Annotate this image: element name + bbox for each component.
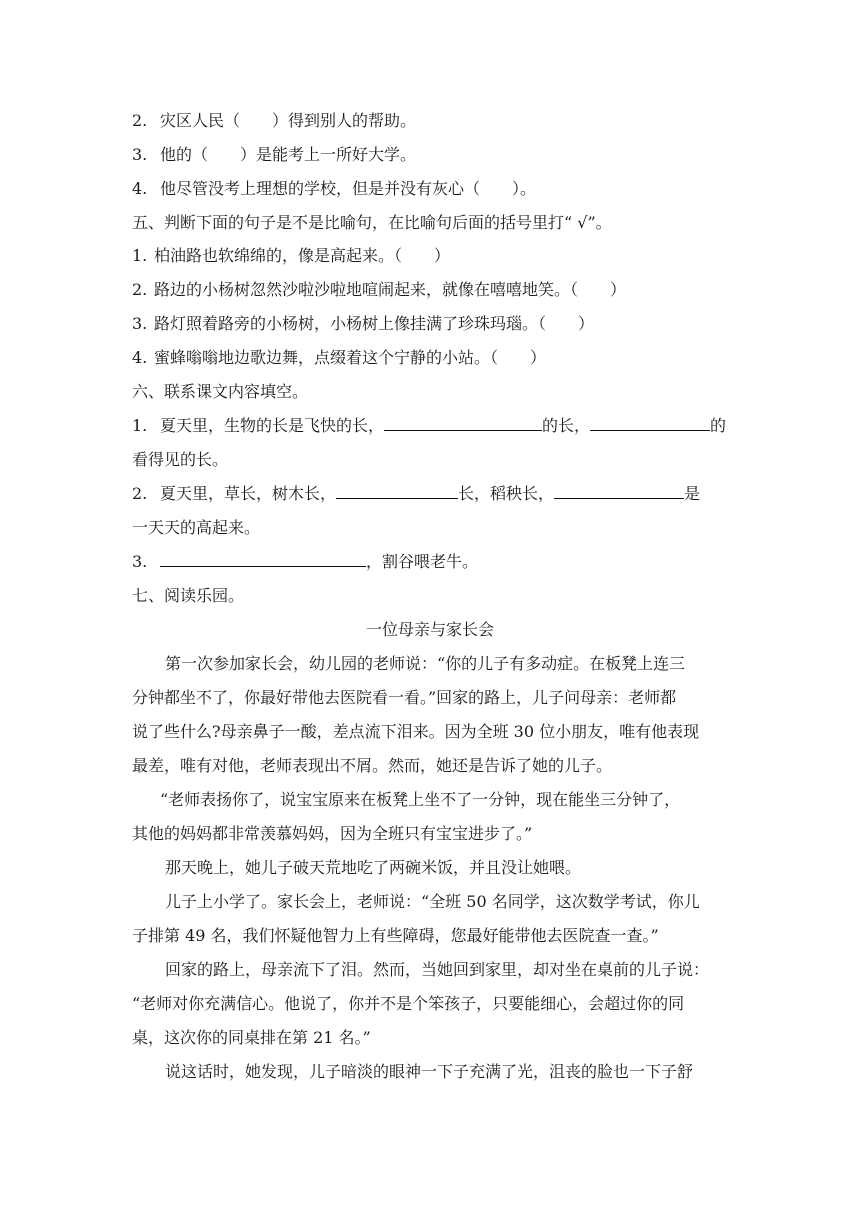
question-number: 1. bbox=[132, 246, 148, 265]
question-text: 夏天里，生物的长是飞快的长， bbox=[160, 416, 385, 435]
fill-blank-item bbox=[132, 552, 732, 572]
answer-blank[interactable] bbox=[554, 484, 684, 499]
passage-line: 回家的路上，母亲流下了泪。然而，当她回到家里，却对坐在桌前的儿子说： bbox=[165, 960, 710, 979]
passage-line: 桌，这次你的同桌排在第 21 名。” bbox=[132, 1028, 371, 1047]
passage-line: 分钟都坐不了，你最好带他去医院看一看。”回家的路上，儿子问母亲：老师都 bbox=[132, 688, 677, 707]
passage-line: 其他的妈妈都非常羡慕妈妈，因为全班只有宝宝进步了。” bbox=[132, 824, 533, 843]
passage-line: 说了些什么?母亲鼻子一酸，差点流下泪来。因为全班 30 位小朋友，唯有他表现 bbox=[132, 722, 700, 741]
passage-line: 子排第 49 名，我们怀疑他智力上有些障碍，您最好能带他去医院查一查。” bbox=[132, 926, 659, 945]
question-text: 的 bbox=[710, 416, 727, 435]
passage-line: 说这话时，她发现，儿子暗淡的眼神一下子充满了光，沮丧的脸也一下子舒 bbox=[165, 1062, 694, 1081]
question-number: 4. bbox=[132, 179, 148, 198]
passage-title: 一位母亲与家长会 bbox=[365, 620, 494, 639]
question-text: 长，稻秧长， bbox=[458, 484, 555, 503]
answer-blank[interactable] bbox=[590, 416, 710, 431]
question-text: 是 bbox=[684, 484, 701, 503]
passage-line: 那天晚上，她儿子破天荒地吃了两碗米饭，并且没让她喂。 bbox=[165, 858, 582, 877]
question-continuation: 看得见的长。 bbox=[132, 450, 229, 469]
question-item bbox=[132, 246, 732, 266]
question-text: 灾区人民（ ）得到别人的帮助。 bbox=[160, 111, 417, 130]
question-item bbox=[132, 348, 732, 368]
question-number: 2. bbox=[132, 280, 148, 299]
answer-blank[interactable] bbox=[384, 416, 542, 431]
answer-blank[interactable] bbox=[160, 552, 366, 567]
section-heading: 七、阅读乐园。 bbox=[132, 586, 245, 605]
question-text: ，割谷喂老牛。 bbox=[366, 552, 479, 571]
passage-line: 第一次参加家长会，幼儿园的老师说：“你的儿子有多动症。在板凳上连三 bbox=[165, 654, 686, 673]
question-text: 他的（ ）是能考上一所好大学。 bbox=[160, 145, 417, 164]
fill-blank-item bbox=[132, 484, 732, 504]
question-item bbox=[132, 280, 732, 300]
answer-blank[interactable] bbox=[336, 484, 458, 499]
question-item bbox=[132, 145, 732, 165]
section-heading: 六、联系课文内容填空。 bbox=[132, 382, 309, 401]
question-text: 夏天里，草长，树木长， bbox=[160, 484, 337, 503]
question-text: 的长， bbox=[542, 416, 591, 435]
question-continuation: 一天天的高起来。 bbox=[132, 518, 261, 537]
question-item bbox=[132, 314, 732, 334]
question-number: 4. bbox=[132, 348, 148, 367]
question-text: 路边的小杨树忽然沙啦沙啦地喧闹起来，就像在嘻嘻地笑。（ ） bbox=[154, 280, 627, 299]
section-heading: 五、判断下面的句子是不是比喻句，在比喻句后面的括号里打“ √”。 bbox=[132, 213, 612, 232]
question-item bbox=[132, 111, 732, 131]
question-number: 3. bbox=[132, 552, 148, 571]
passage-line: “老师对你充满信心。他说了，你并不是个笨孩子，只要能细心，会超过你的同 bbox=[132, 994, 685, 1013]
question-text: 他尽管没考上理想的学校，但是并没有灰心（ ）。 bbox=[160, 179, 537, 198]
question-text: 路灯照着路旁的小杨树，小杨树上像挂满了珍珠玛瑙。（ ） bbox=[154, 314, 595, 333]
fill-blank-item bbox=[132, 416, 732, 436]
question-number: 2. bbox=[132, 484, 148, 503]
question-text: 柏油路也软绵绵的，像是高起来。（ ） bbox=[154, 246, 451, 265]
question-item bbox=[132, 179, 732, 199]
passage-line: 儿子上小学了。家长会上，老师说：“全班 50 名同学，这次数学考试，你儿 bbox=[165, 892, 700, 911]
question-text: 蜜蜂嗡嗡地边歌边舞，点缀着这个宁静的小站。（ ） bbox=[154, 348, 547, 367]
question-number: 2. bbox=[132, 111, 148, 130]
question-number: 3. bbox=[132, 145, 148, 164]
question-number: 3. bbox=[132, 314, 148, 333]
passage-line: 最差，唯有对他，老师表现出不屑。然而，她还是告诉了她的儿子。 bbox=[132, 756, 613, 775]
passage-line: “老师表扬你了，说宝宝原来在板凳上坐不了一分钟，现在能坐三分钟了， bbox=[160, 790, 681, 809]
question-number: 1. bbox=[132, 416, 148, 435]
